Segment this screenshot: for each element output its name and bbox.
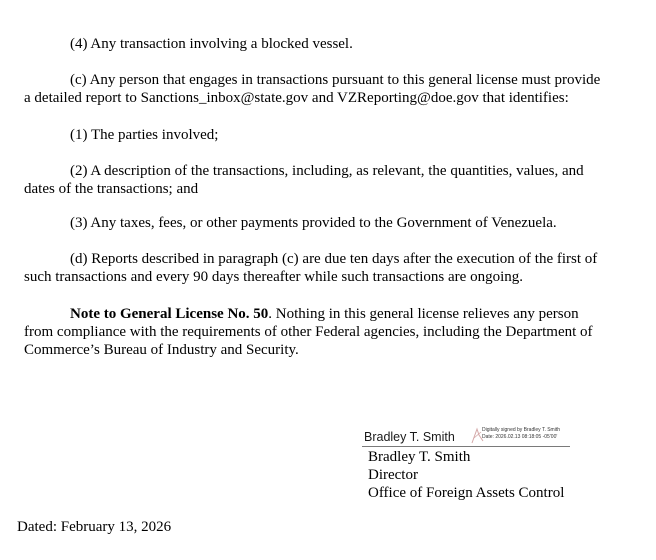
paragraph-note bbox=[24, 305, 636, 359]
signature-block bbox=[362, 424, 592, 502]
text-line: Commerce’s Bureau of Industry and Security. bbox=[24, 342, 299, 358]
paragraph-d bbox=[24, 250, 636, 286]
note-heading: Note to General License No. 50 bbox=[70, 306, 269, 322]
digital-signature[interactable] bbox=[362, 424, 570, 447]
text-line: (2) A description of the transactions, including, as relevant, the quantities, values, and bbox=[70, 163, 584, 179]
paragraph-c-3 bbox=[24, 214, 636, 232]
digital-signed-by: Digitally signed by Bradley T. Smith bbox=[482, 427, 560, 433]
signatory-office: Office of Foreign Assets Control bbox=[368, 485, 565, 501]
digital-signature-meta bbox=[482, 427, 560, 441]
paragraph-c-2 bbox=[24, 162, 636, 198]
text-line: dates of the transactions; and bbox=[24, 181, 199, 197]
dated-line: Dated: February 13, 2026 bbox=[17, 519, 172, 535]
signatory-details bbox=[368, 448, 592, 502]
text-line: a detailed report to Sanctions_inbox@state.gov and VZReporting@doe.gov that identifies: bbox=[24, 90, 569, 106]
text-line: (4) Any transaction involving a blocked vessel. bbox=[70, 36, 353, 52]
text-line: (c) Any person that engages in transactions pursuant to this general license must provide bbox=[70, 72, 601, 88]
text-line bbox=[24, 305, 636, 323]
text-line: (d) Reports described in paragraph (c) are due ten days after the execution of the first of bbox=[70, 251, 598, 267]
signatory-title: Director bbox=[368, 467, 418, 483]
paragraph-c bbox=[24, 71, 636, 107]
text-line: (3) Any taxes, fees, or other payments provided to the Government of Venezuela. bbox=[70, 215, 557, 231]
text-line: such transactions and every 90 days thereafter while such transactions are ongoing. bbox=[24, 269, 523, 285]
text-line: from compliance with the requirements of other Federal agencies, including the Department of bbox=[24, 324, 593, 340]
paragraph-item-4 bbox=[24, 35, 636, 53]
text-line: (1) The parties involved; bbox=[70, 127, 219, 143]
paragraph-c-1 bbox=[24, 126, 636, 144]
signatory-name: Bradley T. Smith bbox=[368, 449, 471, 465]
signature-script-name: Bradley T. Smith bbox=[364, 430, 455, 444]
note-text: . Nothing in this general license relieves any person bbox=[268, 306, 579, 322]
digital-signed-date: Date: 2026.02.13 08:18:05 -05'00' bbox=[482, 434, 558, 440]
